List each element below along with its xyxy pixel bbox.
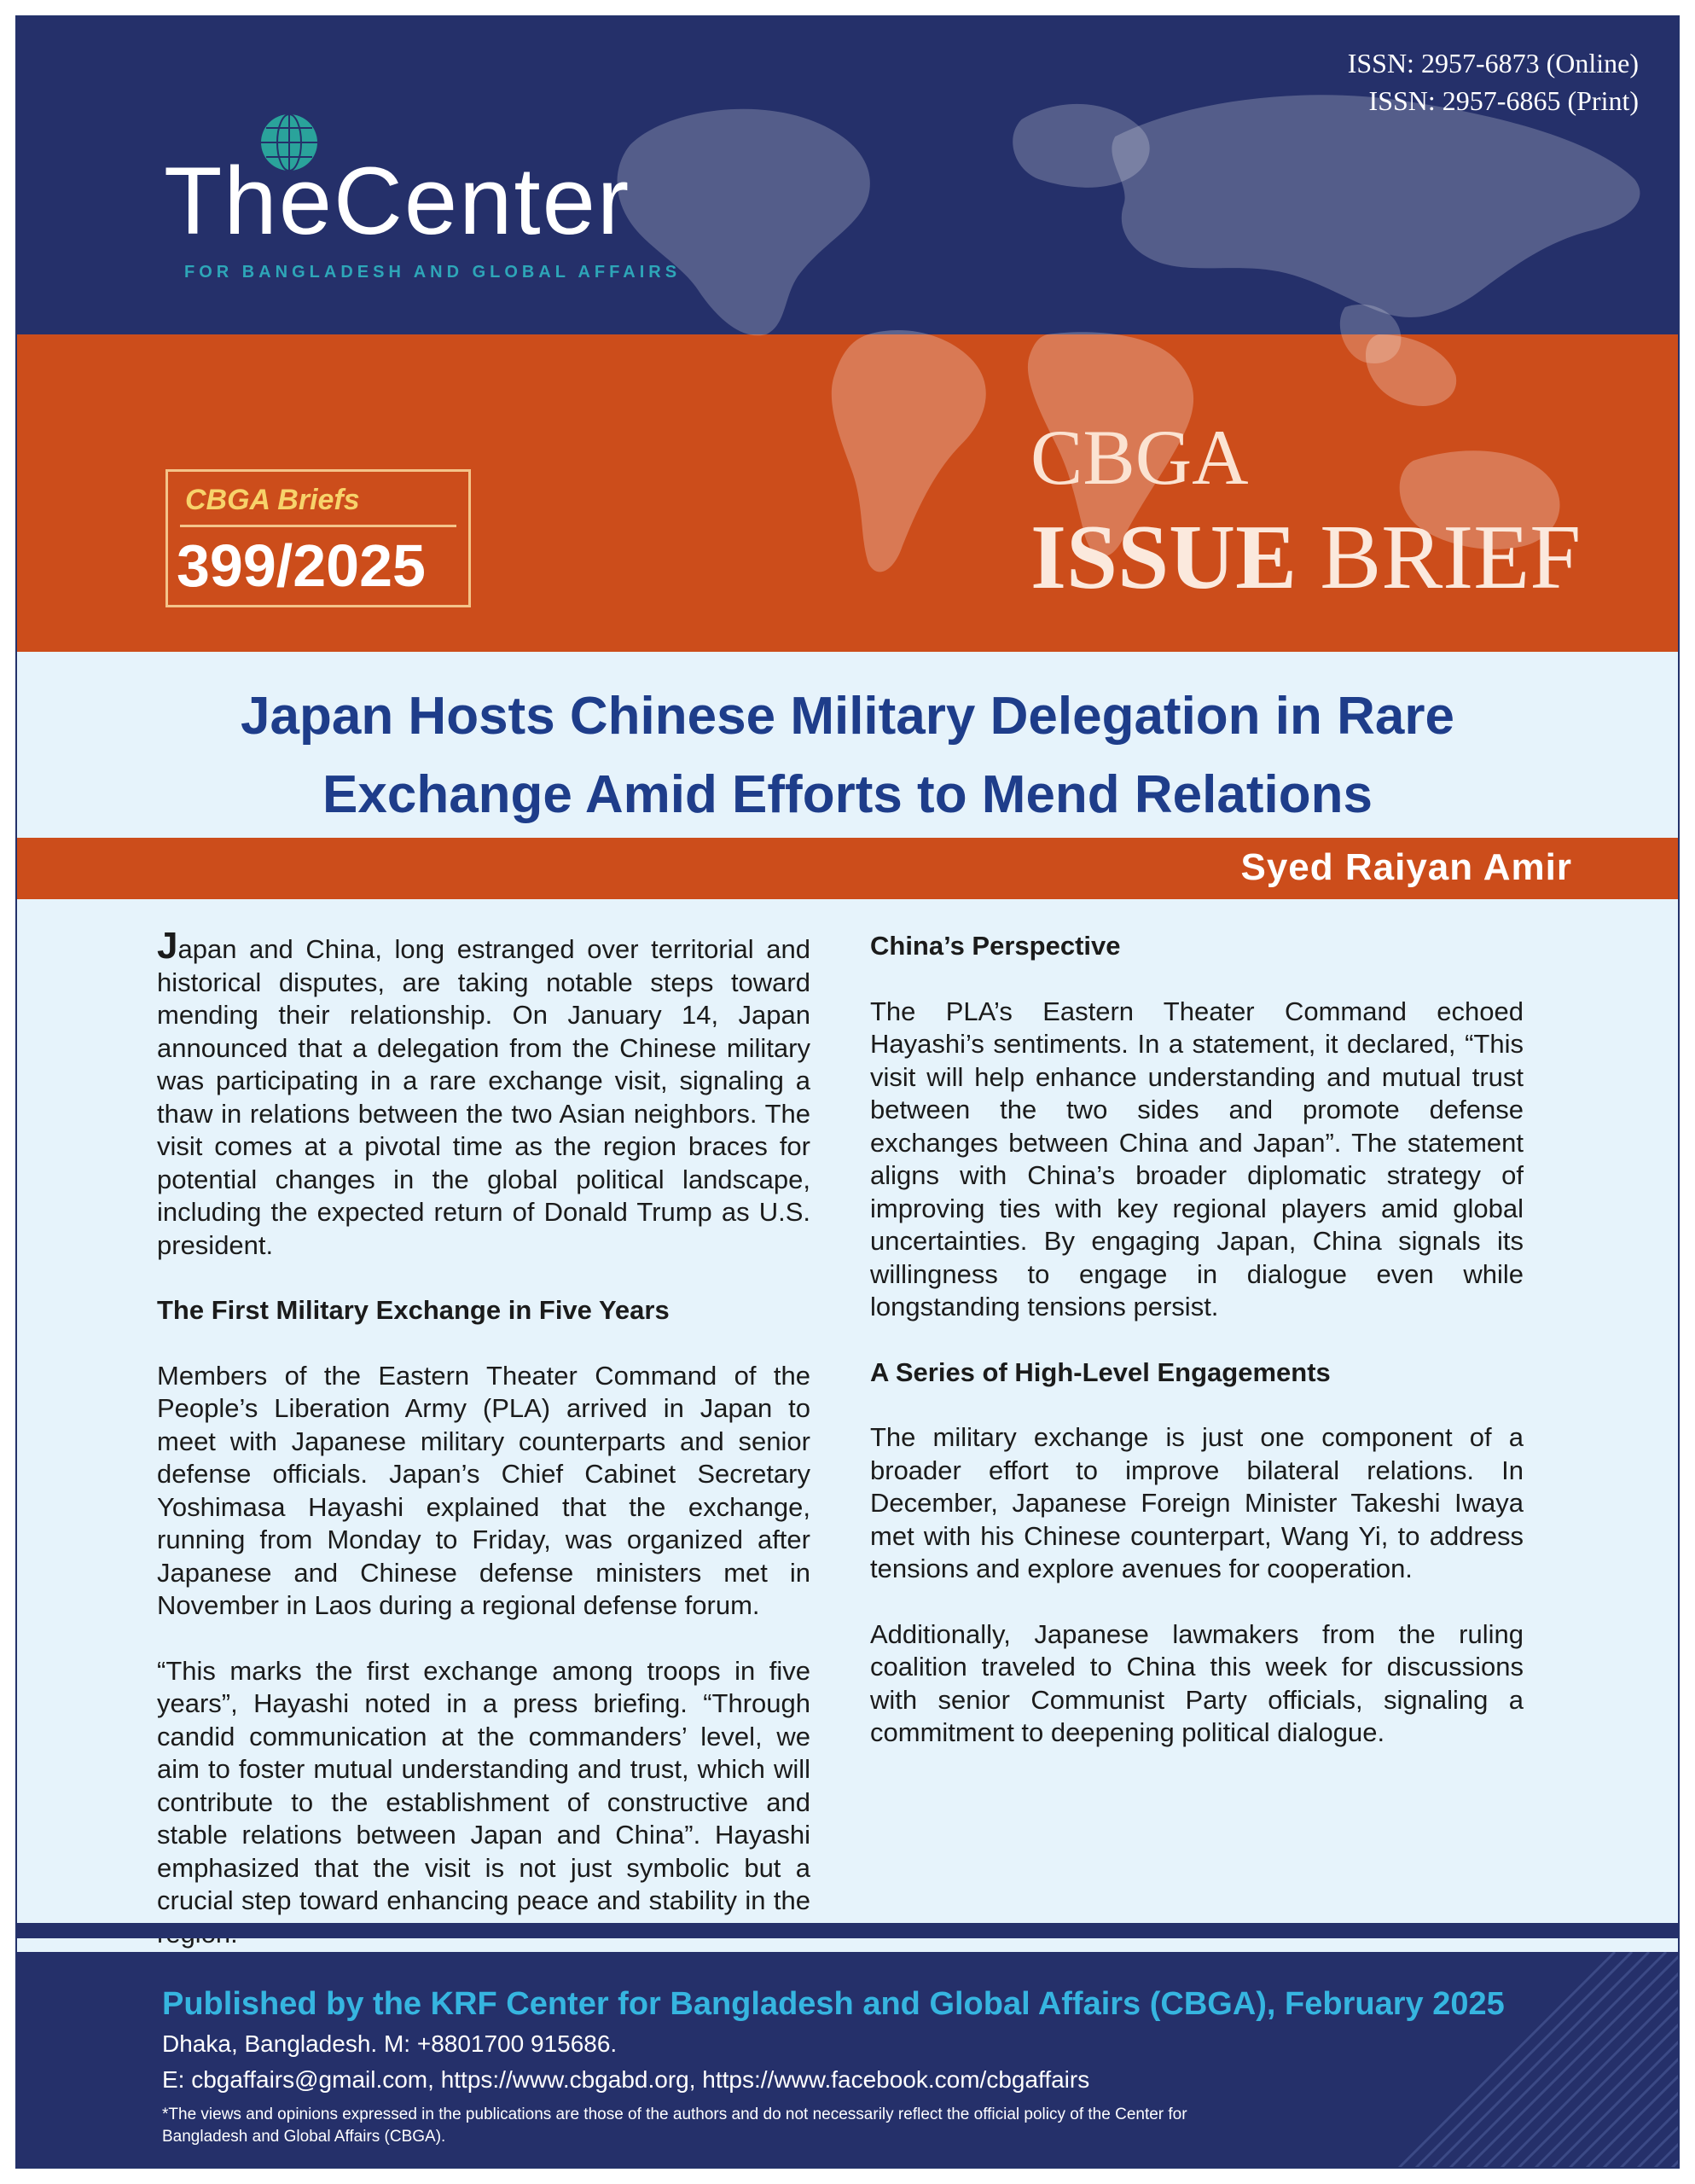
- series-paragraph: The military exchange is just one component of a broader effort to improve bilateral relations. In December, Japanese Foreign Minister Takeshi Iwaya met with his Chinese counterpart, Wang Yi, to address tensions and explore avenues for cooperation.: [870, 1422, 1524, 1583]
- issue-word: ISSUE: [1030, 507, 1297, 608]
- footer-stripes-decoration: [1396, 1952, 1678, 2169]
- title-line-1: Japan Hosts Chinese Military Delegation in Rare: [241, 687, 1454, 746]
- author-name: Syed Raiyan Amir: [1240, 846, 1572, 888]
- brief-divider: [180, 525, 456, 527]
- author-bar: [17, 838, 1678, 899]
- brief-word: BRIEF: [1320, 507, 1582, 608]
- logo-title: TheCenter: [164, 148, 631, 254]
- footer-contact: E: cbgaffairs@gmail.com, https://www.cbgabd.org, https://www.facebook.com/cbgaffairs: [162, 2066, 1090, 2093]
- issn-online: ISSN: 2957-6873 (Online): [1347, 48, 1639, 78]
- article-title: [17, 677, 1678, 834]
- footer-publisher: Published by the KRF Center for Bangladesh and Global Affairs (CBGA), February 2025: [162, 1986, 1505, 2022]
- intro-paragraph: [157, 925, 810, 1262]
- brief-number-box: [165, 469, 471, 607]
- section-heading-china-perspective: China’s Perspective: [870, 931, 1121, 961]
- additionally-paragraph: Additionally, Japanese lawmakers from the ruling coalition traveled to China this week for discussions with senior Communist Party officials, signaling a commitment to deepening political dialogue.: [870, 1618, 1524, 1747]
- intro-text: apan and China, long estranged over territorial and historical disputes, are taking notable steps toward mending their relationship. On January 14, Japan announced that a delegation from the Chinese military was participating in a rare exchange visit, signaling a thaw in relations between the two Asian neighbors. The visit comes at a pivotal time as the region braces for potential changes in the global political landscape, including the expected return of Donald Trump as U.S. president.: [157, 934, 810, 1260]
- issue-brief-heading: [1030, 507, 1582, 608]
- footer-separator: [17, 1923, 1678, 1938]
- left-column: [157, 925, 810, 1983]
- footer: [17, 1952, 1678, 2169]
- china-paragraph: The PLA’s Eastern Theater Command echoed Hayashi’s sentiments. In a statement, it declared, “This visit will help enhance understanding and mutual trust between the two sides and promote defense exchanges between China and Japan”. The statement aligns with China’s broader diplomatic strategy of improving ties with key regional players amid global uncertainties. By engaging Japan, China signals its willingness to engage in dialogue even while longstanding tensions persist.: [870, 996, 1524, 1321]
- issue-brief-page: [15, 15, 1680, 2169]
- title-line-2: Exchange Amid Efforts to Mend Relations: [322, 765, 1373, 824]
- cbga-heading: CBGA: [1030, 414, 1249, 501]
- right-column: [870, 930, 1524, 1782]
- drop-cap: J: [157, 925, 178, 967]
- brief-number: 399/2025: [177, 532, 426, 599]
- footer-address: Dhaka, Bangladesh. M: +8801700 915686.: [162, 2030, 618, 2057]
- logo-subtitle: FOR BANGLADESH AND GLOBAL AFFAIRS: [184, 263, 682, 282]
- issn-print: ISSN: 2957-6865 (Print): [1368, 85, 1639, 116]
- footer-disclaimer: *The views and opinions expressed in the publications are those of the authors and do not necessarily reflect the official policy of the Center for Bangladesh and Global Affairs (CBGA).: [162, 2106, 1187, 2146]
- members-paragraph: Members of the Eastern Theater Command of the People’s Liberation Army (PLA) arrived in Japan to meet with Japanese military counterparts and senior defense officials. Japan’s Chief Cabinet Secretary Yoshimasa Hayashi explained that the exchange, running from Monday to Friday, was organized after Japanese and Chinese defense ministers met in November in Laos during a regional defense forum.: [157, 1360, 810, 1620]
- title-area: [17, 652, 1678, 838]
- section-heading-first-exchange: The First Military Exchange in Five Years: [157, 1295, 670, 1325]
- section-heading-high-level-engagements: A Series of High-Level Engagements: [870, 1356, 1331, 1387]
- quote-paragraph: “This marks the first exchange among troops in five years”, Hayashi noted in a press briefing. “Through candid communication at the commanders’ level, we aim to foster mutual understanding and trust, which will contribute to the establishment of constructive and stable relations between Japan and China”. Hayashi emphasized that the visit is not just symbolic but a crucial step toward enhancing peace and stability in the: [157, 1655, 810, 1915]
- brief-series-label: CBGA Briefs: [185, 484, 360, 516]
